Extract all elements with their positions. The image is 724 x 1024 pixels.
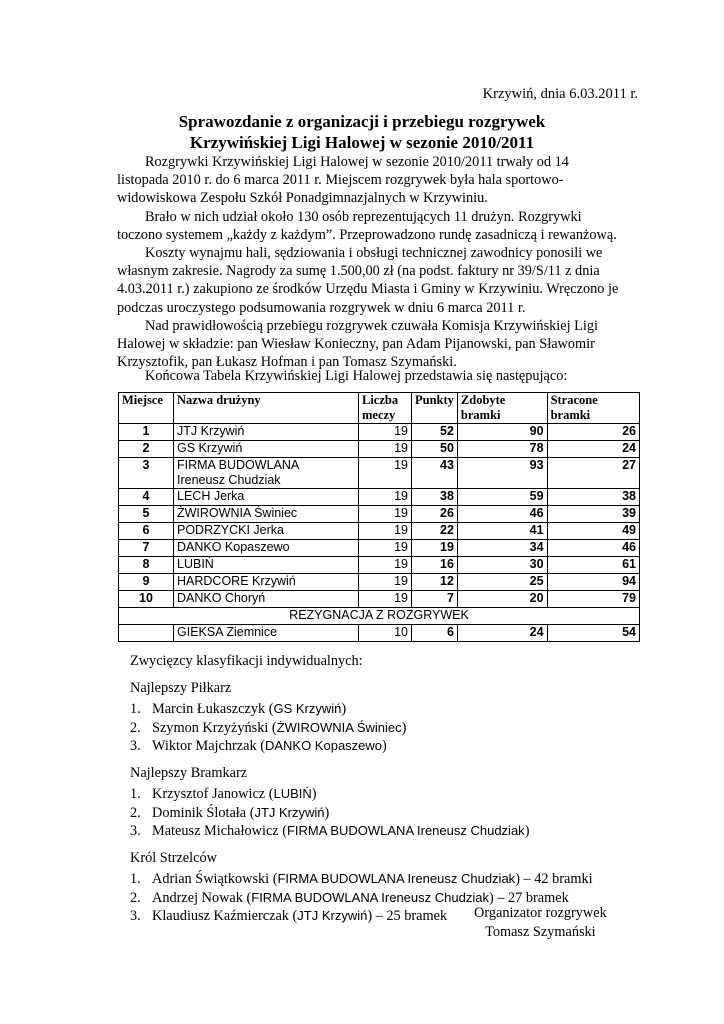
cell-matches: 19 xyxy=(359,458,412,489)
cell-matches: 19 xyxy=(359,557,412,574)
cell-place: 2 xyxy=(119,441,174,458)
award-number: 3. xyxy=(130,738,141,754)
award-suffix: ) – 25 bramek xyxy=(367,908,448,924)
table-row xyxy=(119,625,640,642)
signature-block xyxy=(474,904,607,942)
table-intro: Końcowa Tabela Krzywińskiej Ligi Halowej przedstawia się następująco: xyxy=(145,368,568,384)
cell-points: 12 xyxy=(412,574,458,591)
title-line-2: Krzywińskiej Ligi Halowej w sezonie 2010/2011 xyxy=(189,133,535,152)
cell-team xyxy=(174,523,359,540)
award-person: Krzysztof Janowicz ( xyxy=(152,786,274,802)
award-title: Król Strzelców xyxy=(130,849,217,866)
award-person: Wiktor Majchrzak ( xyxy=(152,738,265,754)
award-block xyxy=(130,764,593,841)
cell-conceded: 24 xyxy=(547,441,639,458)
header-matches: Liczba meczy xyxy=(359,393,412,424)
league-rows xyxy=(119,424,640,642)
cell-points: 43 xyxy=(412,458,458,489)
table-row xyxy=(119,458,640,489)
cell-points: 7 xyxy=(412,591,458,608)
team-name: LUBIŃ xyxy=(177,557,214,571)
cell-points: 52 xyxy=(412,424,458,441)
table-row xyxy=(119,424,640,441)
cell-scored: 34 xyxy=(457,540,547,557)
list-item xyxy=(130,822,593,841)
table-row xyxy=(119,506,640,523)
cell-conceded: 94 xyxy=(547,574,639,591)
award-person: Andrzej Nowak ( xyxy=(152,889,252,906)
team-name: DANKO Kopaszewo xyxy=(177,540,290,554)
paragraph-commission: Nad prawidłowością przebiegu rozgrywek czuwała Komisja Krzywińskiej Ligi Halowej w składzie: pan Wiesław Konieczny, pan Adam Pijanowski, pan Sławomir Krzysztofik, pan Łukasz Hofman i pan Tomasz Szymański. xyxy=(117,317,598,371)
award-person: Marcin Łukaszczyk ( xyxy=(152,701,274,717)
award-suffix: ) – 42 bramki xyxy=(515,871,593,887)
cell-matches: 19 xyxy=(359,523,412,540)
cell-place: 7 xyxy=(119,540,174,557)
cell-conceded: 54 xyxy=(547,625,639,642)
cell-scored: 90 xyxy=(457,424,547,441)
award-person: Mateusz Michałowicz ( xyxy=(152,823,287,839)
cell-matches: 19 xyxy=(359,424,412,441)
paragraph-costs: Koszty wynajmu hali, sędziowania i obsługi technicznej zawodnicy ponosili we własnym zakresie. Nagrody za sumę 1.500,00 zł (na podst. faktury nr 39/S/11 z dnia 4.03.2011 r.) zakupiono ze środków Urzędu Miasta i Gminy w Krzywiniu. Wręczono je podczas uroczystego podsumowania rozgrywek w dniu 6 marca 2011 r. xyxy=(117,245,619,316)
award-suffix: ) xyxy=(324,804,330,821)
cell-place: 6 xyxy=(119,523,174,540)
team-name: LECH Jerka xyxy=(177,489,245,503)
team-name: PODRZYCKI Jerka xyxy=(177,523,284,537)
cell-team xyxy=(174,557,359,574)
cell-scored: 24 xyxy=(457,625,547,642)
resignation-row xyxy=(119,608,640,625)
team-name-line-2: Ireneusz Chudziak xyxy=(177,473,281,487)
list-item xyxy=(130,785,593,804)
cell-matches: 10 xyxy=(359,625,412,642)
cell-conceded: 26 xyxy=(547,424,639,441)
cell-points: 19 xyxy=(412,540,458,557)
cell-place: 8 xyxy=(119,557,174,574)
award-team: FIRMA BUDOWLANA Ireneusz Chudziak xyxy=(286,823,525,838)
paragraph-dates: Rozgrywki Krzywińskiej Ligi Halowej w sezonie 2010/2011 trwały od 14 listopada 2010 r. do 6 marca 2011 r. Miejscem rozgrywek była hala sportowo-widowiskowa Zespołu Szkół Ponadgimnazjalnych w Krzywiniu. xyxy=(117,154,569,207)
cell-place: 3 xyxy=(119,458,174,489)
title-line-1: Sprawozdanie z organizacji i przebiegu rozgrywek xyxy=(178,112,546,131)
cell-scored: 59 xyxy=(457,489,547,506)
cell-points: 38 xyxy=(412,489,458,506)
cell-scored: 25 xyxy=(457,574,547,591)
award-list xyxy=(130,785,593,841)
signature-role: Organizator rozgrywek xyxy=(474,905,607,921)
list-item xyxy=(130,804,593,823)
cell-matches: 19 xyxy=(359,441,412,458)
list-item xyxy=(130,719,593,738)
award-number: 1. xyxy=(130,871,141,887)
award-team: DANKO Kopaszewo xyxy=(264,738,383,753)
winners-section xyxy=(130,652,593,926)
league-table xyxy=(118,392,640,642)
cell-conceded: 79 xyxy=(547,591,639,608)
document-title xyxy=(0,111,724,153)
award-team: GS Krzywiń xyxy=(273,701,342,716)
award-number: 2. xyxy=(130,804,141,821)
cell-team xyxy=(174,574,359,591)
award-title: Najlepszy Piłkarz xyxy=(130,679,232,696)
cell-team xyxy=(174,540,359,557)
cell-points: 22 xyxy=(412,523,458,540)
cell-matches: 19 xyxy=(359,591,412,608)
header-place: Miejsce xyxy=(119,393,174,424)
cell-place xyxy=(119,625,174,642)
cell-conceded: 39 xyxy=(547,506,639,523)
cell-scored: 20 xyxy=(457,591,547,608)
header-points: Punkty xyxy=(412,393,458,424)
header-scored: Zdobyte bramki xyxy=(457,393,547,424)
header-conceded: Stracone bramki xyxy=(547,393,639,424)
resignation-label: REZYGNACJA Z ROZGRYWEK xyxy=(119,608,640,625)
award-team: ŻWIROWNIA Świniec xyxy=(276,719,402,735)
cell-conceded: 61 xyxy=(547,557,639,574)
list-item xyxy=(130,870,593,889)
cell-place: 10 xyxy=(119,591,174,608)
cell-scored: 93 xyxy=(457,458,547,489)
award-person: Adrian Świątkowski ( xyxy=(152,871,278,887)
cell-team xyxy=(174,441,359,458)
cell-conceded: 27 xyxy=(547,458,639,489)
cell-team: GIEKSA Ziemnice xyxy=(174,625,359,642)
cell-place: 5 xyxy=(119,506,174,523)
header-team: Nazwa drużyny xyxy=(174,393,359,424)
cell-place: 4 xyxy=(119,489,174,506)
award-number: 1. xyxy=(130,701,141,717)
award-team: FIRMA BUDOWLANA Ireneusz Chudziak xyxy=(277,871,516,886)
cell-points: 6 xyxy=(412,625,458,642)
cell-team xyxy=(174,458,359,489)
document-date: Krzywiń, dnia 6.03.2011 r. xyxy=(482,86,638,102)
award-title: Najlepszy Bramkarz xyxy=(130,764,248,781)
table-row xyxy=(119,540,640,557)
cell-place: 9 xyxy=(119,574,174,591)
award-suffix: ) xyxy=(311,786,317,802)
team-name: JTJ Krzywiń xyxy=(177,424,245,438)
award-person: Szymon Krzyżyński ( xyxy=(152,719,277,736)
cell-conceded: 46 xyxy=(547,540,639,557)
award-number: 1. xyxy=(130,786,141,802)
cell-matches: 19 xyxy=(359,574,412,591)
cell-scored: 78 xyxy=(457,441,547,458)
award-person: Klaudiusz Kaźmierczak ( xyxy=(152,908,298,924)
table-header-row xyxy=(119,393,640,424)
report-body xyxy=(117,153,621,371)
award-suffix: ) – 27 bramek xyxy=(488,889,569,906)
cell-matches: 19 xyxy=(359,506,412,523)
award-team: JTJ Krzywiń xyxy=(254,804,325,820)
table-row xyxy=(119,489,640,506)
award-number: 3. xyxy=(130,908,141,924)
award-block xyxy=(130,679,593,756)
cell-scored: 46 xyxy=(457,506,547,523)
award-person: Dominik Ślotała ( xyxy=(152,804,255,821)
cell-points: 16 xyxy=(412,557,458,574)
cell-points: 26 xyxy=(412,506,458,523)
team-name: ŻWIROWNIA Świniec xyxy=(177,506,298,520)
table-row xyxy=(119,591,640,608)
table-row xyxy=(119,523,640,540)
cell-matches: 19 xyxy=(359,489,412,506)
paragraph-teams: Brało w nich udział około 130 osób reprezentujących 11 drużyn. Rozgrywki toczono systemem „każdy z każdym”. Przeprowadzono rundę zasadniczą i rewanżową. xyxy=(117,208,617,243)
award-suffix: ) xyxy=(401,719,407,736)
cell-scored: 30 xyxy=(457,557,547,574)
award-number: 3. xyxy=(130,823,141,839)
team-name: GS Krzywiń xyxy=(177,441,243,455)
cell-team xyxy=(174,489,359,506)
award-suffix: ) xyxy=(341,701,347,717)
award-number: 2. xyxy=(130,889,141,906)
table-row xyxy=(119,557,640,574)
award-number: 2. xyxy=(130,719,141,736)
list-item xyxy=(130,737,593,756)
cell-team xyxy=(174,424,359,441)
list-item xyxy=(130,700,593,719)
award-team: JTJ Krzywiń xyxy=(297,908,368,923)
cell-matches: 19 xyxy=(359,540,412,557)
cell-scored: 41 xyxy=(457,523,547,540)
cell-place: 1 xyxy=(119,424,174,441)
cell-conceded: 38 xyxy=(547,489,639,506)
award-suffix: ) xyxy=(382,738,387,754)
cell-team xyxy=(174,591,359,608)
signature-name: Tomasz Szymański xyxy=(485,924,596,940)
cell-points: 50 xyxy=(412,441,458,458)
table-row xyxy=(119,441,640,458)
award-suffix: ) xyxy=(524,823,530,839)
award-team: FIRMA BUDOWLANA Ireneusz Chudziak xyxy=(251,889,489,905)
cell-team xyxy=(174,506,359,523)
team-name: DANKO Choryń xyxy=(177,591,266,605)
cell-conceded: 49 xyxy=(547,523,639,540)
team-name: FIRMA BUDOWLANA xyxy=(177,458,300,472)
award-team: LUBIŃ xyxy=(273,786,312,801)
award-list xyxy=(130,700,593,756)
winners-intro: Zwycięzcy klasyfikacji indywidualnych: xyxy=(130,653,363,669)
table-row xyxy=(119,574,640,591)
team-name: HARDCORE Krzywiń xyxy=(177,574,296,588)
